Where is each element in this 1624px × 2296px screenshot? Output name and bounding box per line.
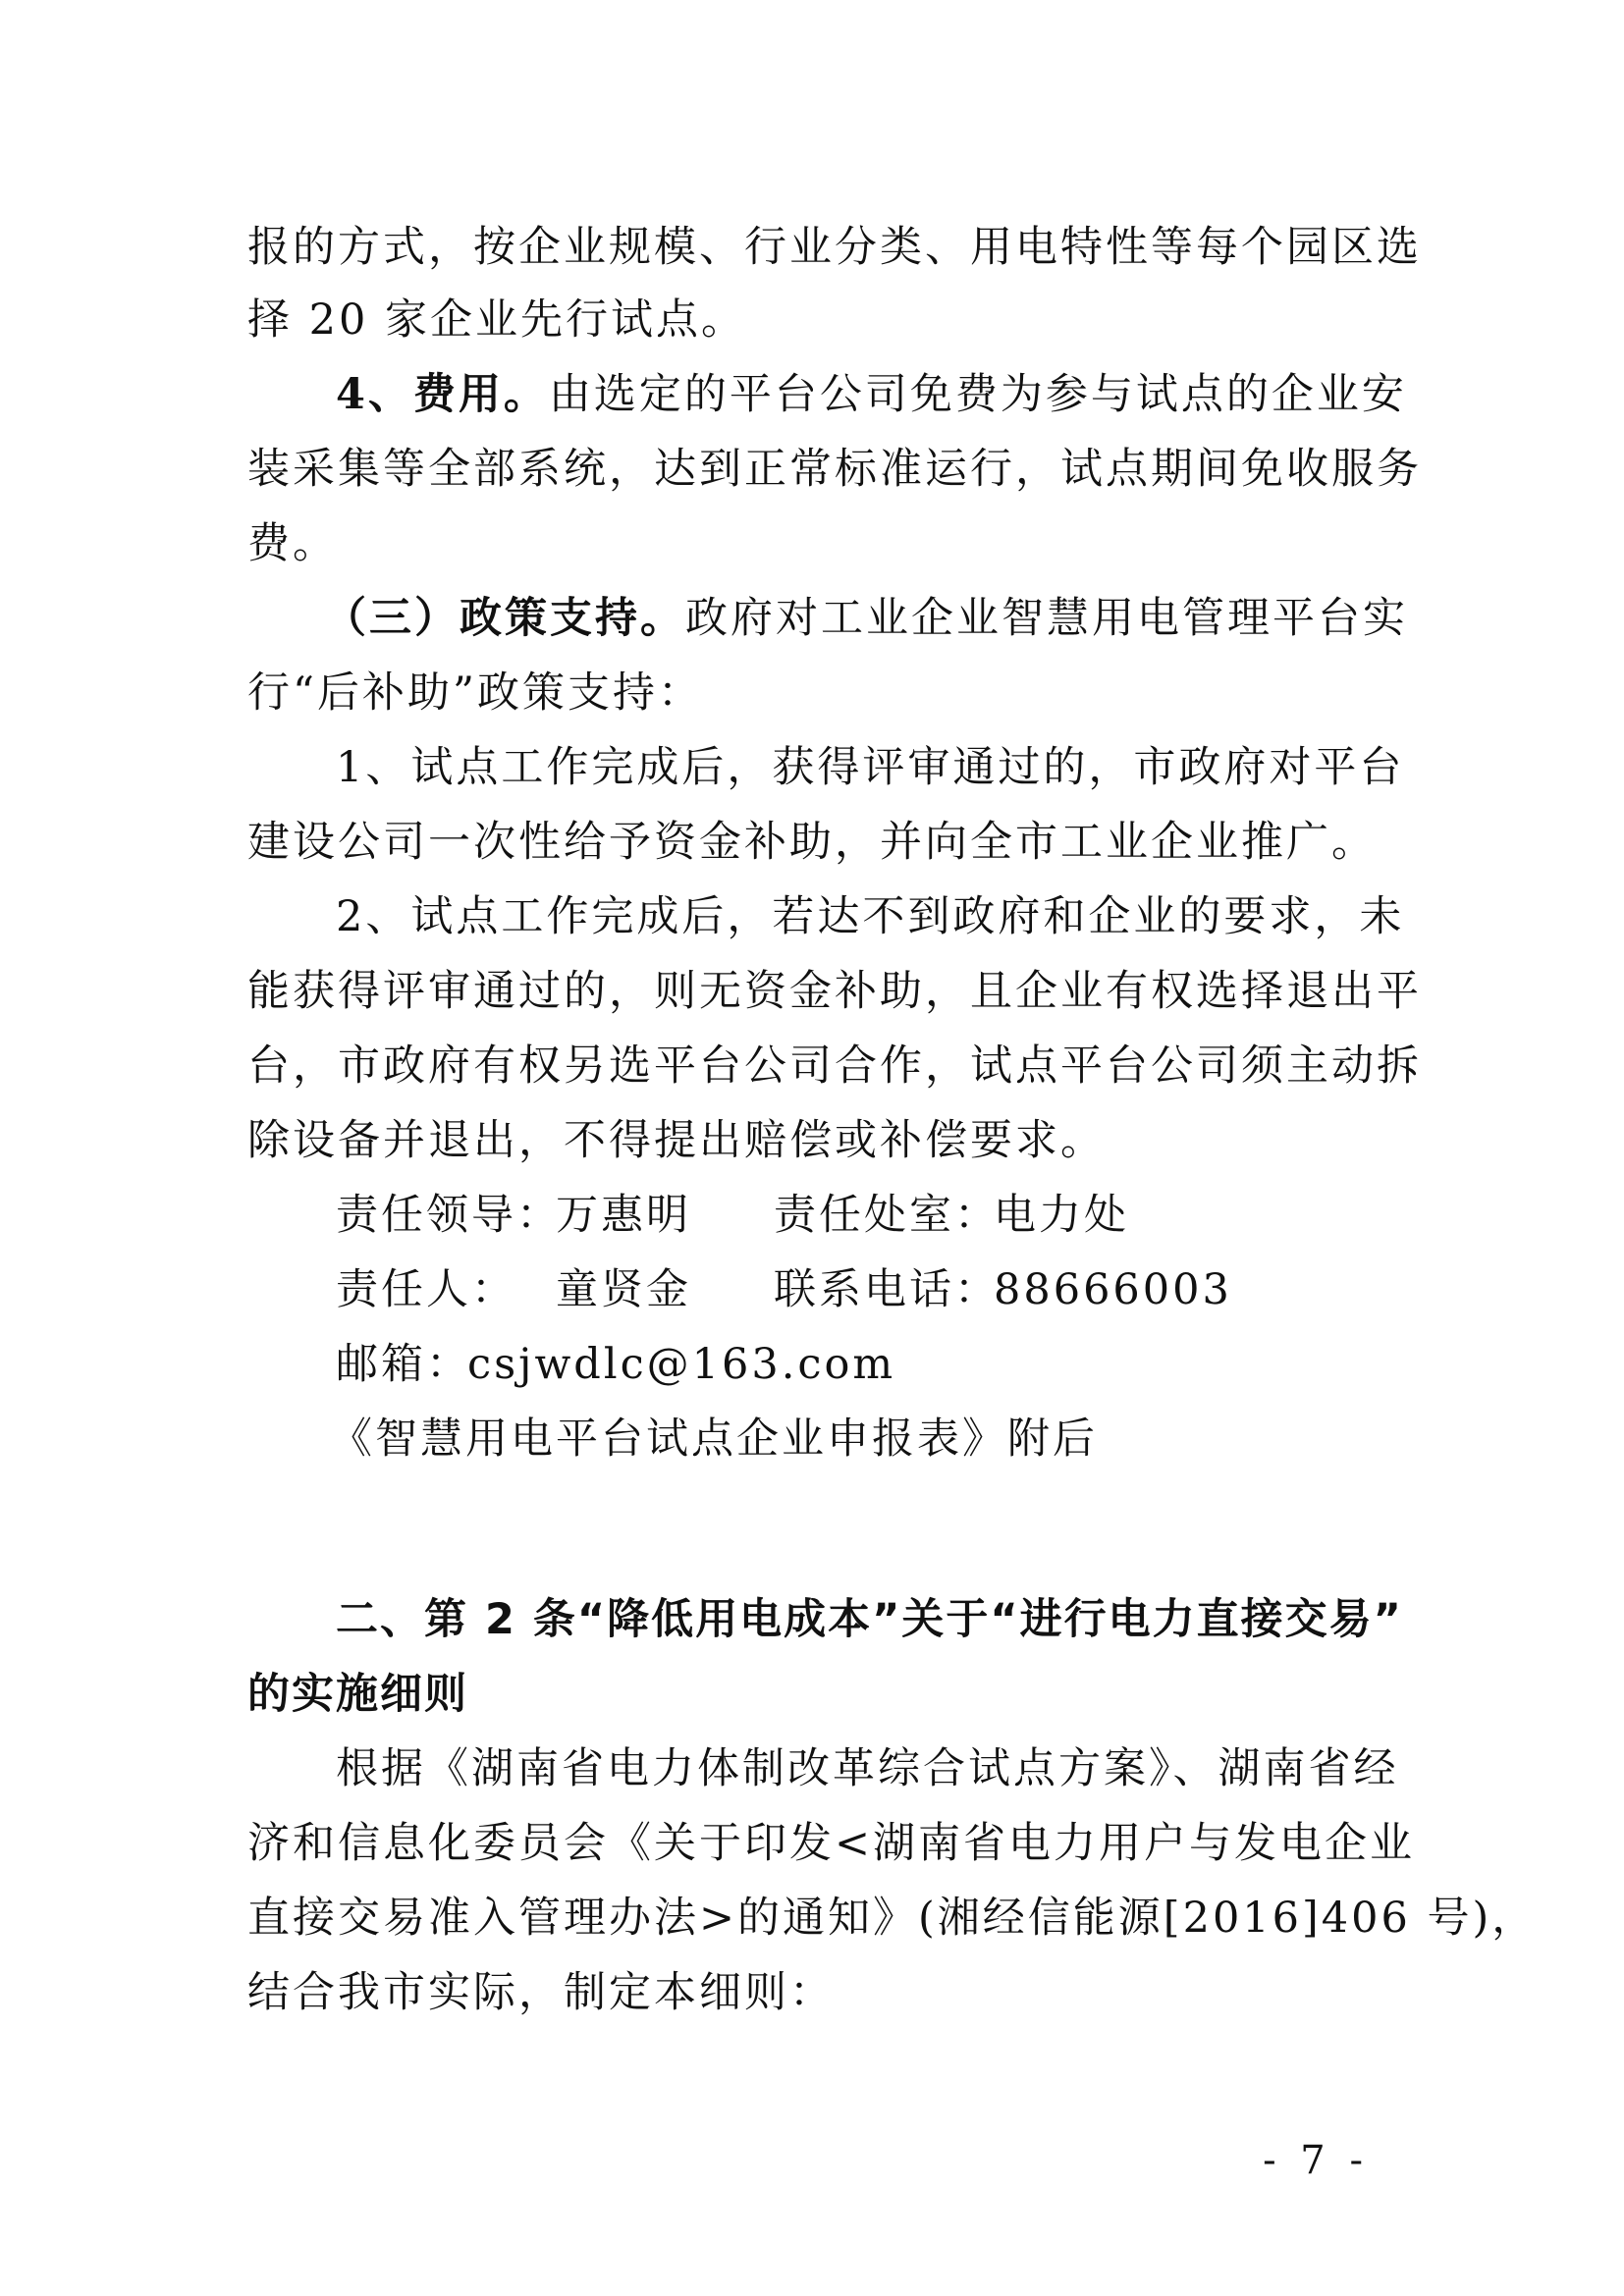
contact-label: 联系电话： bbox=[774, 1265, 1000, 1314]
contact-label: 责任人： bbox=[336, 1265, 516, 1314]
email-address: csjwdlc@163.com bbox=[467, 1340, 896, 1389]
section-heading: 二、第 2 条“降低用电成本”关于“进行电力直接交易” bbox=[336, 1595, 1403, 1644]
paragraph-line bbox=[336, 365, 1407, 424]
item-text: 由选定的平台公司免费为参与试点的企业安 bbox=[548, 370, 1407, 419]
paragraph-line: 行“后补助”政策支持： bbox=[247, 668, 703, 718]
paragraph-line: 费。 bbox=[247, 519, 338, 568]
paragraph-line: 济和信息化委员会《关于印发<湖南省电力用户与发电企业 bbox=[247, 1819, 1416, 1868]
paragraph-line: 2、试点工作完成后，若达不到政府和企业的要求，未 bbox=[336, 892, 1405, 941]
contact-label: 责任处室： bbox=[774, 1191, 1000, 1240]
paragraph-line: 装采集等全部系统，达到正常标准运行，试点期间免收服务 bbox=[247, 445, 1422, 494]
paragraph-line: 除设备并退出，不得提出赔偿或补偿要求。 bbox=[247, 1116, 1106, 1165]
paragraph-line: 结合我市实际，制定本细则： bbox=[247, 1968, 835, 2017]
paragraph-line: 根据《湖南省电力体制改革综合试点方案》、湖南省经 bbox=[336, 1744, 1399, 1793]
attachment-note: 《智慧用电平台试点企业申报表》附后 bbox=[330, 1415, 1098, 1464]
section-text: 政府对工业企业智慧用电管理平台实 bbox=[685, 594, 1408, 643]
contact-value: 童贤金 bbox=[556, 1265, 691, 1314]
paragraph-line bbox=[324, 589, 1408, 648]
section-heading: 的实施细则 bbox=[247, 1670, 468, 1719]
contact-value: 万惠明 bbox=[556, 1191, 691, 1240]
contact-label: 邮箱： bbox=[336, 1340, 471, 1389]
paragraph-line: 择 20 家企业先行试点。 bbox=[247, 295, 747, 345]
contact-label: 责任领导： bbox=[336, 1191, 562, 1240]
contact-value: 88666003 bbox=[994, 1265, 1232, 1314]
paragraph-line: 报的方式，按企业规模、行业分类、用电特性等每个园区选 bbox=[247, 223, 1422, 272]
page-number: - 7 - bbox=[1263, 2138, 1369, 2183]
paragraph-line: 能获得评审通过的，则无资金补助，且企业有权选择退出平 bbox=[247, 967, 1422, 1016]
contact-value: 电力处 bbox=[994, 1191, 1129, 1240]
paragraph-line: 建设公司一次性给予资金补助，并向全市工业企业推广。 bbox=[247, 818, 1377, 867]
section-title: （三）政策支持。 bbox=[324, 594, 685, 643]
item-title: 4、费用。 bbox=[336, 370, 549, 419]
paragraph-line: 台，市政府有权另选平台公司合作，试点平台公司须主动拆 bbox=[247, 1041, 1422, 1091]
paragraph-line: 直接交易准入管理办法>的通知》(湘经信能源[2016]406 号)， bbox=[247, 1894, 1538, 1943]
paragraph-line: 1、试点工作完成后，获得评审通过的，市政府对平台 bbox=[336, 743, 1405, 792]
